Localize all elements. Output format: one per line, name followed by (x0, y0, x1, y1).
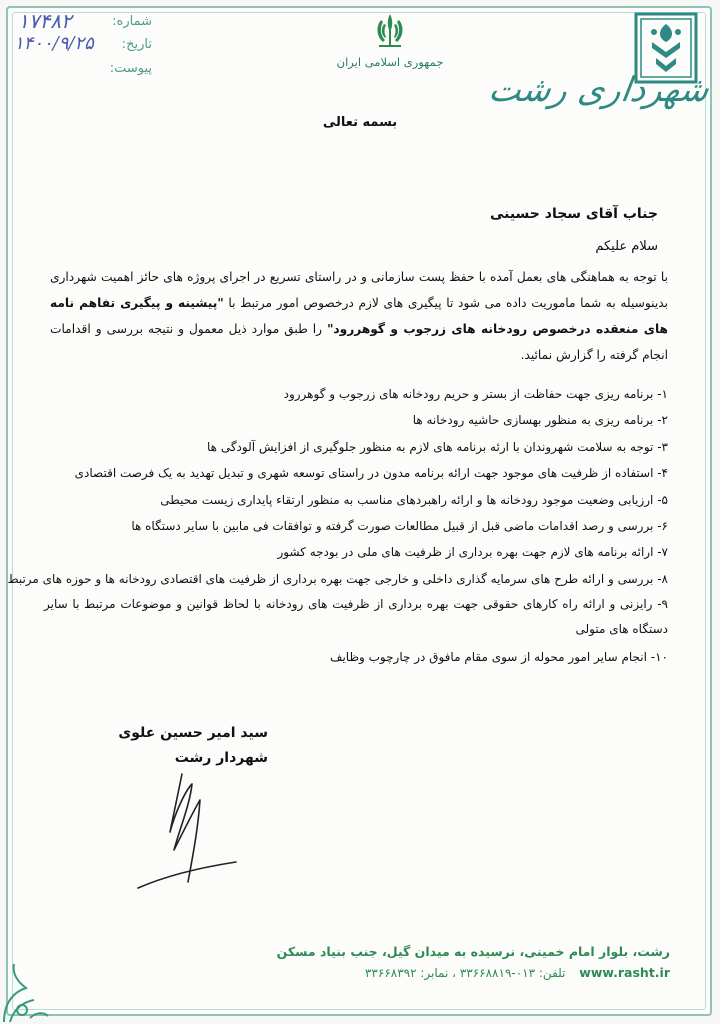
greeting: سلام علیکم (595, 239, 658, 254)
date-label: تاریخ: (121, 37, 152, 52)
intro-paragraph (50, 264, 668, 368)
footer (150, 944, 670, 980)
website-link[interactable]: www.rasht.ir (579, 965, 670, 980)
attachment-row (110, 61, 152, 76)
list-item: ۲- برنامه ریزی به منظور بهسازی حاشیه رودخانه ها (412, 413, 668, 428)
list-item: ۱۰- انجام سایر امور محوله از سوی مقام مافوق در چارچوب وظایف (330, 650, 668, 665)
footer-fax: نمابر: ۳۳۶۶۸۳۹۲ (364, 966, 449, 980)
list-item: ۶- بررسی و رصد اقدامات ماضی قبل از قبیل مطالعات صورت گرفته و توافقات فی مابین با سایر دستگاه ها (131, 519, 668, 534)
intro-part-2: را طبق موارد ذیل معمول و نتیجه بررسی و اقدامات انجام گرفته را گزارش نمائید. (50, 322, 668, 362)
footer-contact (150, 965, 670, 980)
date-row (122, 37, 152, 52)
addressee: جناب آقای سجاد حسینی (489, 206, 658, 222)
signature-icon (130, 770, 240, 900)
signer-name: سید امیر حسین علوی (118, 725, 268, 741)
footer-separator: ، (448, 966, 456, 980)
list-item: ۱- برنامه ریزی جهت حفاظت از بستر و حریم رودخانه های زرجوب و گوهررود (283, 387, 668, 401)
handwritten-date: ۱۴۰۰/۹/۲۵ (14, 33, 94, 54)
list-item: ۴- استفاده از ظرفیت های موجود جهت ارائه برنامه مدون در راستای توسعه شهری و تبدیل تهدید به یک فرصت اقتصادی (74, 466, 668, 481)
handwritten-number: ۱۷۴۸۲ (18, 9, 72, 33)
emblem-caption: جمهوری اسلامی ایران (336, 55, 444, 69)
list-item: ۷- ارائه برنامه های لازم جهت بهره برداری از ظرفیت های ملی در بودجه کشور (277, 545, 668, 560)
task-list (7, 381, 668, 671)
number-label: شماره: (112, 14, 152, 29)
invocation: بسمه تعالی (322, 115, 398, 130)
intro-subject: "پیشینه و پیگیری تفاهم نامه های منعقده درخصوص رودخانه های زرجوب و گوهررود" (50, 296, 668, 336)
corner-ornament-icon (0, 952, 52, 1024)
footer-phone: تلفن: ۰۱۳-۳۳۶۶۸۸۱۹ (459, 966, 566, 980)
list-item: ۸- بررسی و ارائه طرح های سرمایه گذاری داخلی و خارجی جهت بهره برداری از ظرفیت های اقتصادی رودخانه ها و حوزه های مرتبط (7, 571, 668, 586)
signer-title: شهردار رشت (174, 750, 268, 766)
list-item: ۹- رایزنی و ارائه راه کارهای حقوقی جهت بهره برداری از ظرفیت های رودخانه با لحاظ قوانین و موضوعات مرتبط با سایر دستگاه های متولی (44, 597, 668, 637)
footer-address: رشت، بلوار امام خمینی، نرسیده به میدان گیل، جنب بنیاد مسکن (276, 944, 670, 959)
attachment-label: پیوست: (109, 61, 152, 76)
signer-block (118, 721, 268, 771)
letter-meta (10, 8, 170, 88)
national-emblem (330, 12, 450, 82)
number-row (112, 14, 152, 29)
list-item: ۵- ارزیابی وضعیت موجود رودخانه ها و ارائه راهبردهای مناسب به منظور ارتقاء پایداری زیست محیطی (160, 492, 668, 507)
intro-part-1: با توجه به هماهنگی های بعمل آمده با حفظ پست سازمانی و در راستای تسریع در اجرای پروژه های حائز اهمیت شهرداری بدینوسیله به شما ماموریت داده می شود تا پیگیری های لازم درخصوص امور مرتبط با (50, 270, 668, 310)
list-item: ۳- توجه به سلامت شهروندان با ارئه برنامه های لازم به منظور جلوگیری از افزایش آلودگی ها (207, 439, 668, 454)
emblem-icon (373, 12, 407, 52)
organization-name: شهرداری رشت (486, 70, 712, 110)
